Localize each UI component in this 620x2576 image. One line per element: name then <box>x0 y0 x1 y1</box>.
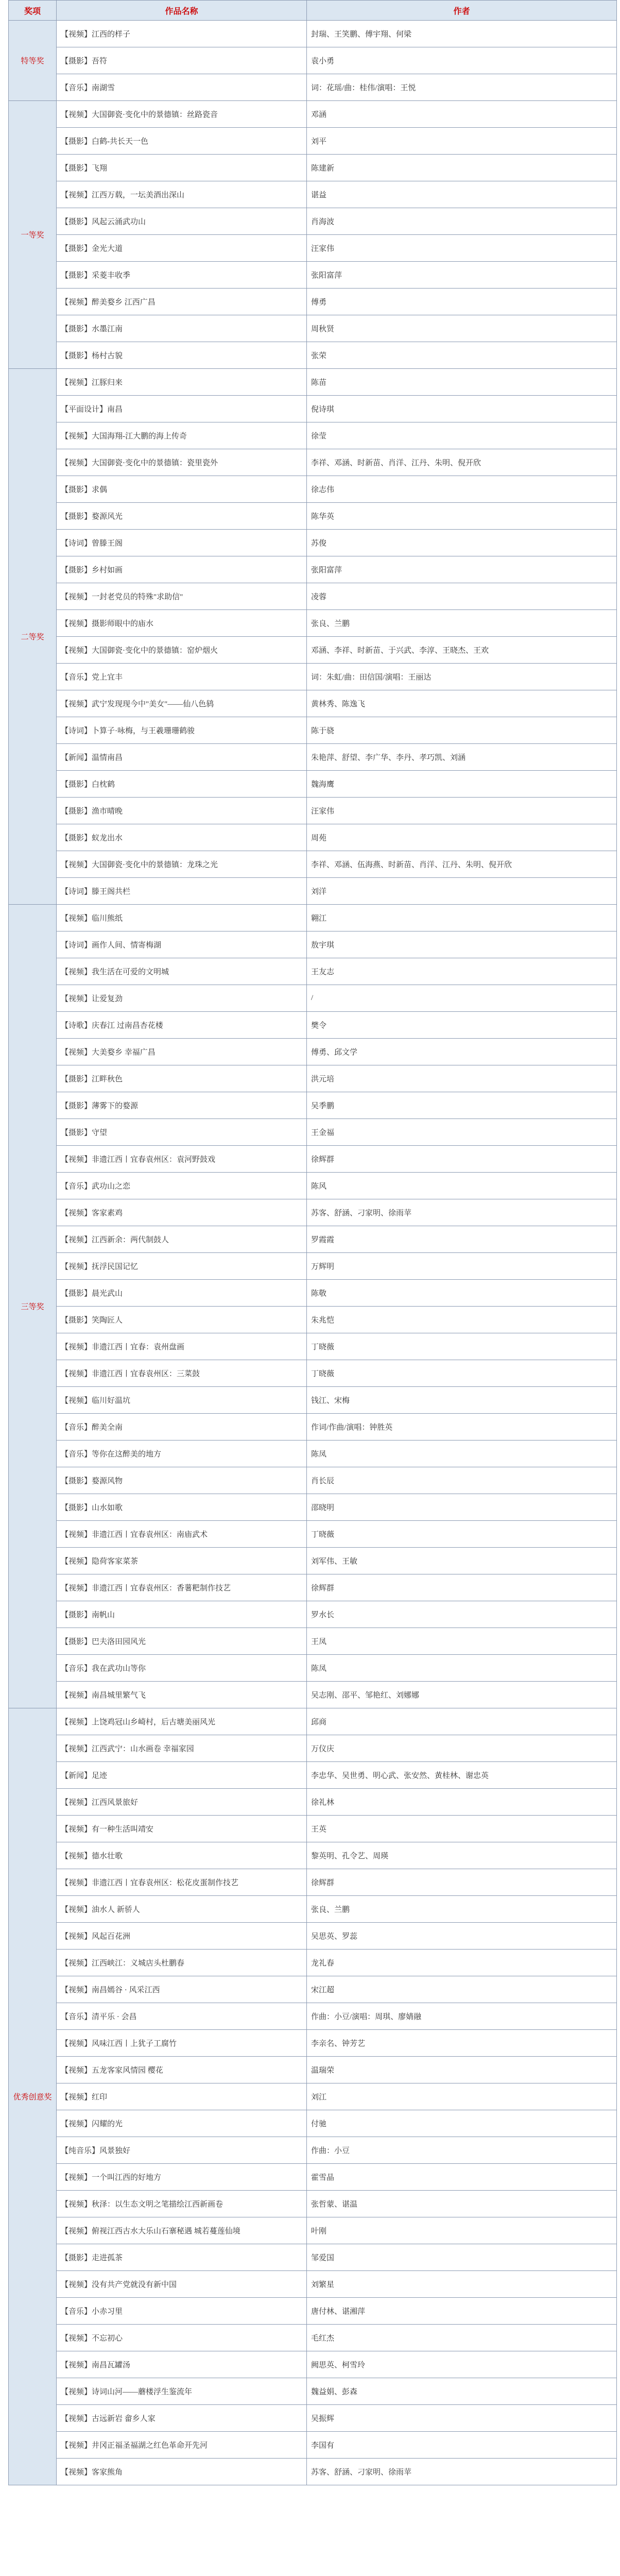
table-row <box>9 1816 617 1842</box>
author-cell: 王友志 <box>307 958 617 985</box>
table-row <box>9 958 617 985</box>
author-cell: 肖长辰 <box>307 1467 617 1494</box>
author-cell: 封瑞、王笑鹏、傅宇翔、何梁 <box>307 21 617 47</box>
table-row <box>9 1333 617 1360</box>
table-row <box>9 2432 617 2459</box>
author-cell: 词：朱虹/曲：田信国/演唱：王丽达 <box>307 664 617 690</box>
work-title-cell: 【视频】江西武宁：山水画卷 幸福家园 <box>57 1735 307 1762</box>
table-row <box>9 21 617 47</box>
table-row <box>9 1146 617 1173</box>
table-row <box>9 1467 617 1494</box>
table-row <box>9 1012 617 1039</box>
work-title-cell: 【摄影】蚁龙出水 <box>57 824 307 851</box>
header-row <box>9 1 617 21</box>
award-level-cell: 三等奖 <box>9 905 57 1708</box>
work-title-cell: 【音乐】等你在这醉美的地方 <box>57 1440 307 1467</box>
table-row <box>9 1842 617 1869</box>
work-title-cell: 【视频】江西新余：两代制鼓人 <box>57 1226 307 1253</box>
table-row <box>9 1735 617 1762</box>
author-cell: 霍雪晶 <box>307 2164 617 2191</box>
author-cell: 周秋贤 <box>307 315 617 342</box>
work-title-cell: 【新闻】温情南昌 <box>57 744 307 771</box>
work-title-cell: 【视频】红印 <box>57 2083 307 2110</box>
author-cell: 汪家伟 <box>307 798 617 824</box>
table-row <box>9 2325 617 2351</box>
work-title-cell: 【诗词】滕王阁共栏 <box>57 878 307 905</box>
work-title-cell: 【音乐】武功山之恋 <box>57 1173 307 1199</box>
work-title-cell: 【视频】隐荷客家菜茶 <box>57 1548 307 1574</box>
author-cell: 邓涵 <box>307 101 617 128</box>
author-cell: 作曲：小豆 <box>307 2137 617 2164</box>
table-row <box>9 1360 617 1387</box>
award-level-cell: 特等奖 <box>9 21 57 101</box>
table-row <box>9 1521 617 1548</box>
author-cell: 阙思英、柯雪玲 <box>307 2351 617 2378</box>
table-row <box>9 47 617 74</box>
author-cell: 万仪庆 <box>307 1735 617 1762</box>
author-cell: 唐付林、谌湘萍 <box>307 2298 617 2325</box>
table-row <box>9 1896 617 1923</box>
table-row <box>9 1708 617 1735</box>
work-title-cell: 【摄影】金光大道 <box>57 235 307 262</box>
author-cell: 王凤 <box>307 1628 617 1655</box>
table-row <box>9 2083 617 2110</box>
table-row <box>9 717 617 744</box>
table-row <box>9 262 617 289</box>
work-title-cell: 【视频】南昌瓦罐汤 <box>57 2351 307 2378</box>
work-title-cell: 【视频】闪耀的光 <box>57 2110 307 2137</box>
table-row <box>9 1548 617 1574</box>
author-cell: 刘平 <box>307 128 617 155</box>
table-row <box>9 155 617 181</box>
work-title-cell: 【摄影】渔市晴晚 <box>57 798 307 824</box>
table-row <box>9 1950 617 1976</box>
author-cell: 作曲：小豆/演唱：周琪、廖婧融 <box>307 2003 617 2030</box>
author-cell: 谌益 <box>307 181 617 208</box>
author-cell: 张荣 <box>307 342 617 369</box>
author-cell: 徐辉群 <box>307 1574 617 1601</box>
author-cell: 李祥、邓涵、伍海燕、时新苗、肖洋、江丹、朱明、倪开欣 <box>307 851 617 878</box>
table-row <box>9 1494 617 1521</box>
work-title-cell: 【摄影】白鹤-共长天一色 <box>57 128 307 155</box>
work-title-cell: 【诗歌】庆春江 过南昌杏花楼 <box>57 1012 307 1039</box>
work-title-cell: 【摄影】守望 <box>57 1119 307 1146</box>
table-row <box>9 74 617 101</box>
work-title-cell: 【摄影】江畔秋色 <box>57 1065 307 1092</box>
work-title-cell: 【摄影】走进孤茶 <box>57 2244 307 2271</box>
work-title-cell: 【视频】江豚归来 <box>57 369 307 396</box>
work-title-cell: 【视频】古远新岩 畲乡人家 <box>57 2405 307 2432</box>
work-title-cell: 【摄影】求偶 <box>57 476 307 503</box>
table-row <box>9 878 617 905</box>
author-cell: 凌蓉 <box>307 583 617 610</box>
work-title-cell: 【视频】非遗江西丨宜春袁州区：三菜鼓 <box>57 1360 307 1387</box>
work-title-cell: 【视频】抚浮民国记忆 <box>57 1253 307 1280</box>
table-row <box>9 1440 617 1467</box>
work-title-cell: 【纯音乐】风景独好 <box>57 2137 307 2164</box>
award-level-cell: 一等奖 <box>9 101 57 369</box>
author-cell: 汪家伟 <box>307 235 617 262</box>
author-cell: 王英 <box>307 1816 617 1842</box>
table-row <box>9 1869 617 1896</box>
work-title-cell: 【视频】醉美婺乡 江西广昌 <box>57 289 307 315</box>
author-cell: 徐辉群 <box>307 1146 617 1173</box>
work-title-cell: 【视频】摄影师眼中的庙水 <box>57 610 307 637</box>
work-title-cell: 【视频】南昌城里繁气飞 <box>57 1682 307 1708</box>
author-cell: 朱兆恺 <box>307 1307 617 1333</box>
work-title-cell: 【视频】临川好温坑 <box>57 1387 307 1414</box>
author-cell: 刘军伟、王敏 <box>307 1548 617 1574</box>
work-title-cell: 【视频】江西的样子 <box>57 21 307 47</box>
author-cell: 叶刚 <box>307 2217 617 2244</box>
author-cell: 朱艳萍、舒望、李广华、李丹、孝巧凯、刘涵 <box>307 744 617 771</box>
table-row <box>9 2459 617 2485</box>
table-row <box>9 744 617 771</box>
author-cell: 陈凤 <box>307 1440 617 1467</box>
author-cell: 邱商 <box>307 1708 617 1735</box>
work-title-cell: 【视频】风味江西丨上犹子工腐竹 <box>57 2030 307 2057</box>
table-row <box>9 449 617 476</box>
work-title-cell: 【摄影】风起云涌武功山 <box>57 208 307 235</box>
work-title-cell: 【诗词】曾滕王阁 <box>57 530 307 556</box>
work-title-cell: 【摄影】婺源风光 <box>57 503 307 530</box>
work-title-cell: 【视频】井冈正福圣福湖之红色革命开先河 <box>57 2432 307 2459</box>
work-title-cell: 【视频】客家素鸡 <box>57 1199 307 1226</box>
table-row <box>9 1387 617 1414</box>
table-row <box>9 1923 617 1950</box>
author-cell: 陈敬 <box>307 1280 617 1307</box>
author-cell: 陈风 <box>307 1173 617 1199</box>
work-title-cell: 【视频】非遗江西丨宜春袁州区：南庙武术 <box>57 1521 307 1548</box>
work-title-cell: 【视频】大国御瓷·变化中的景德镇：龙珠之光 <box>57 851 307 878</box>
work-title-cell: 【诗词】卜算子·咏梅，与王羲珊珊鹤骏 <box>57 717 307 744</box>
table-row <box>9 181 617 208</box>
author-cell: 苏俊 <box>307 530 617 556</box>
table-row <box>9 798 617 824</box>
table-row <box>9 2030 617 2057</box>
award-level-cell: 优秀创意奖 <box>9 1708 57 2485</box>
author-cell: 肖海波 <box>307 208 617 235</box>
author-cell: 吴振辉 <box>307 2405 617 2432</box>
work-title-cell: 【音乐】党上宜丰 <box>57 664 307 690</box>
header-author: 作者 <box>307 1 617 21</box>
table-row <box>9 422 617 449</box>
table-row <box>9 1762 617 1789</box>
table-row <box>9 771 617 798</box>
author-cell: 刘洋 <box>307 878 617 905</box>
table-row <box>9 637 617 664</box>
table-row <box>9 556 617 583</box>
table-row <box>9 235 617 262</box>
table-row <box>9 2110 617 2137</box>
work-title-cell: 【视频】临川熊纸 <box>57 905 307 931</box>
author-cell: 作词/作曲/演唱：钟胜英 <box>307 1414 617 1440</box>
work-title-cell: 【摄影】杨村古貌 <box>57 342 307 369</box>
author-cell: 徐礼林 <box>307 1789 617 1816</box>
work-title-cell: 【视频】五龙客家风情园 樱花 <box>57 2057 307 2083</box>
author-cell: 傅勇 <box>307 289 617 315</box>
work-title-cell: 【摄影】吾符 <box>57 47 307 74</box>
author-cell: 温瑞荣 <box>307 2057 617 2083</box>
work-title-cell: 【摄影】晨光武山 <box>57 1280 307 1307</box>
table-row <box>9 2351 617 2378</box>
work-title-cell: 【摄影】巴夫洛田园风光 <box>57 1628 307 1655</box>
author-cell: 陈建新 <box>307 155 617 181</box>
work-title-cell: 【音乐】南湖雪 <box>57 74 307 101</box>
table-row <box>9 1173 617 1199</box>
table-row <box>9 342 617 369</box>
author-cell: 罗水长 <box>307 1601 617 1628</box>
table-row <box>9 2137 617 2164</box>
table-row <box>9 824 617 851</box>
work-title-cell: 【视频】非遗江西丨宜春袁州区：香薯粑制作技艺 <box>57 1574 307 1601</box>
table-row <box>9 2298 617 2325</box>
table-row <box>9 1682 617 1708</box>
author-cell: 邵晓明 <box>307 1494 617 1521</box>
author-cell: 刘繁星 <box>307 2271 617 2298</box>
work-title-cell: 【摄影】乡村如画 <box>57 556 307 583</box>
table-row <box>9 2271 617 2298</box>
work-title-cell: 【摄影】采菱丰收季 <box>57 262 307 289</box>
work-title-cell: 【视频】江西峡江：义城店头杜鹏春 <box>57 1950 307 1976</box>
work-title-cell: 【音乐】清平乐 · 会昌 <box>57 2003 307 2030</box>
table-row <box>9 2217 617 2244</box>
work-title-cell: 【摄影】南帆山 <box>57 1601 307 1628</box>
table-row <box>9 2191 617 2217</box>
author-cell: 徐志伟 <box>307 476 617 503</box>
table-row <box>9 1199 617 1226</box>
work-title-cell: 【音乐】醉美全南 <box>57 1414 307 1440</box>
table-row <box>9 1414 617 1440</box>
author-cell: 袁小勇 <box>307 47 617 74</box>
table-row <box>9 1574 617 1601</box>
author-cell: 张良、兰鹏 <box>307 1896 617 1923</box>
author-cell: 李国有 <box>307 2432 617 2459</box>
author-cell: 徐辉群 <box>307 1869 617 1896</box>
author-cell: 樊令 <box>307 1012 617 1039</box>
work-title-cell: 【摄影】婺源风物 <box>57 1467 307 1494</box>
table-row <box>9 208 617 235</box>
work-title-cell: 【视频】江西万载，一坛美酒出深山 <box>57 181 307 208</box>
author-cell: 刘江 <box>307 2083 617 2110</box>
author-cell: 吴志刚、邵平、邹艳红、刘娜娜 <box>307 1682 617 1708</box>
author-cell: 邹爱国 <box>307 2244 617 2271</box>
author-cell: 陈凤 <box>307 1655 617 1682</box>
author-cell: 徐莹 <box>307 422 617 449</box>
table-row <box>9 503 617 530</box>
table-row <box>9 610 617 637</box>
author-cell: / <box>307 985 617 1012</box>
author-cell: 傅勇、邱文学 <box>307 1039 617 1065</box>
author-cell: 敖宇琪 <box>307 931 617 958</box>
table-row <box>9 1253 617 1280</box>
work-title-cell: 【视频】一个叫江西的好地方 <box>57 2164 307 2191</box>
author-cell: 丁晓薇 <box>307 1333 617 1360</box>
table-row <box>9 690 617 717</box>
table-row <box>9 1307 617 1333</box>
table-row <box>9 985 617 1012</box>
work-title-cell: 【视频】秋泽：以生态文明之笔描绘江西新画卷 <box>57 2191 307 2217</box>
author-cell: 李祥、邓涵、时新苗、肖洋、江丹、朱明、倪开欣 <box>307 449 617 476</box>
table-row <box>9 2003 617 2030</box>
author-cell: 陈苗 <box>307 369 617 396</box>
author-cell: 陈于骁 <box>307 717 617 744</box>
table-row <box>9 315 617 342</box>
work-title-cell: 【视频】俯视江西古水大乐山石寨秘遇 城若蔓莲仙境 <box>57 2217 307 2244</box>
work-title-cell: 【视频】没有共产党就没有新中国 <box>57 2271 307 2298</box>
author-cell: 词：花瑶/曲：桂伟/演唱：王悦 <box>307 74 617 101</box>
table-row <box>9 931 617 958</box>
work-title-cell: 【音乐】小赤习里 <box>57 2298 307 2325</box>
header-level: 奖项 <box>9 1 57 21</box>
work-title-cell: 【摄影】薄雾下的婺源 <box>57 1092 307 1119</box>
work-title-cell: 【摄影】笑陶匠人 <box>57 1307 307 1333</box>
table-row <box>9 530 617 556</box>
author-cell: 丁晓薇 <box>307 1521 617 1548</box>
table-row <box>9 476 617 503</box>
table-row <box>9 2057 617 2083</box>
author-cell: 钱江、宋梅 <box>307 1387 617 1414</box>
table-row <box>9 851 617 878</box>
work-title-cell: 【视频】风起百花洲 <box>57 1923 307 1950</box>
table-row <box>9 2405 617 2432</box>
author-cell: 洪元培 <box>307 1065 617 1092</box>
table-row <box>9 1655 617 1682</box>
author-cell: 张哲蒙、谌温 <box>307 2191 617 2217</box>
author-cell: 付驰 <box>307 2110 617 2137</box>
author-cell: 苏客、舒涵、刁家明、徐雨苹 <box>307 1199 617 1226</box>
work-title-cell: 【诗词】画作人间、情寄梅湖 <box>57 931 307 958</box>
author-cell: 倪诗琪 <box>307 396 617 422</box>
table-row <box>9 1976 617 2003</box>
awards-table <box>8 0 617 2485</box>
author-cell: 吴思英、罗蕊 <box>307 1923 617 1950</box>
work-title-cell: 【视频】非遗江西丨宜春袁州区：袁河野鼓戏 <box>57 1146 307 1173</box>
table-row <box>9 1065 617 1092</box>
table-row <box>9 2164 617 2191</box>
work-title-cell: 【视频】大国御瓷·变化中的景德镇：瓷里瓷外 <box>57 449 307 476</box>
work-title-cell: 【平面设计】南昌 <box>57 396 307 422</box>
table-row <box>9 2244 617 2271</box>
table-row <box>9 905 617 931</box>
work-title-cell: 【视频】大国御瓷·变化中的景德镇：丝路瓷音 <box>57 101 307 128</box>
author-cell: 邓涵、李祥、时新苗、于兴武、李淳、王晓杰、王欢 <box>307 637 617 664</box>
awards-body <box>9 21 617 2485</box>
work-title-cell: 【视频】一封老党员的特殊"求助信" <box>57 583 307 610</box>
table-row <box>9 289 617 315</box>
table-row <box>9 583 617 610</box>
work-title-cell: 【新闻】足迹 <box>57 1762 307 1789</box>
work-title-cell: 【视频】非遗江西丨宜春袁州区：松花皮蛋制作技艺 <box>57 1869 307 1896</box>
work-title-cell: 【视频】油水人 新骄人 <box>57 1896 307 1923</box>
work-title-cell: 【视频】上饶鸡冠山乡崎村，后古塘美丽风光 <box>57 1708 307 1735</box>
author-cell: 罗霞霞 <box>307 1226 617 1253</box>
table-row <box>9 1039 617 1065</box>
author-cell: 龙礼春 <box>307 1950 617 1976</box>
work-title-cell: 【视频】非遗江西丨宜春：袁州盘画 <box>57 1333 307 1360</box>
work-title-cell: 【摄影】白枕鹤 <box>57 771 307 798</box>
author-cell: 苏客、舒涵、刁家明、徐雨苹 <box>307 2459 617 2485</box>
author-cell: 宋江超 <box>307 1976 617 2003</box>
work-title-cell: 【视频】我生活在可爱的文明城 <box>57 958 307 985</box>
author-cell: 周苑 <box>307 824 617 851</box>
work-title-cell: 【视频】武宁发现现今中"美女"——仙八色鸫 <box>57 690 307 717</box>
author-cell: 丁晓薇 <box>307 1360 617 1387</box>
table-row <box>9 1628 617 1655</box>
work-title-cell: 【摄影】山水如歌 <box>57 1494 307 1521</box>
work-title-cell: 【音乐】我在武功山等你 <box>57 1655 307 1682</box>
author-cell: 万辉明 <box>307 1253 617 1280</box>
author-cell: 黄林秀、陈逸飞 <box>307 690 617 717</box>
table-row <box>9 1601 617 1628</box>
author-cell: 魏海鹰 <box>307 771 617 798</box>
table-row <box>9 369 617 396</box>
author-cell: 李忠华、吴世勇、明心武、张安然、黄桂林、谢忠英 <box>307 1762 617 1789</box>
work-title-cell: 【视频】有一种生活叫靖安 <box>57 1816 307 1842</box>
author-cell: 张良、兰鹏 <box>307 610 617 637</box>
table-row <box>9 1226 617 1253</box>
author-cell: 翱江 <box>307 905 617 931</box>
work-title-cell: 【视频】江西风景旅好 <box>57 1789 307 1816</box>
table-row <box>9 1280 617 1307</box>
author-cell: 陈华英 <box>307 503 617 530</box>
work-title-cell: 【视频】诗词山河——蘑楼浮生鉴流年 <box>57 2378 307 2405</box>
table-row <box>9 396 617 422</box>
author-cell: 毛红杰 <box>307 2325 617 2351</box>
author-cell: 王金福 <box>307 1119 617 1146</box>
work-title-cell: 【视频】南昌嫣谷 · 风采江西 <box>57 1976 307 2003</box>
author-cell: 魏益娟、彭森 <box>307 2378 617 2405</box>
table-row <box>9 101 617 128</box>
table-row <box>9 1092 617 1119</box>
work-title-cell: 【摄影】水墨江南 <box>57 315 307 342</box>
author-cell: 黎英明、孔令艺、周瑛 <box>307 1842 617 1869</box>
work-title-cell: 【视频】大国海翔-江大鹏的海上传奇 <box>57 422 307 449</box>
work-title-cell: 【视频】大国御瓷·变化中的景德镇：窑炉烟火 <box>57 637 307 664</box>
work-title-cell: 【摄影】飞翔 <box>57 155 307 181</box>
award-level-cell: 二等奖 <box>9 369 57 905</box>
work-title-cell: 【视频】让爱复劲 <box>57 985 307 1012</box>
work-title-cell: 【视频】客家熊角 <box>57 2459 307 2485</box>
table-row <box>9 1119 617 1146</box>
table-row <box>9 664 617 690</box>
author-cell: 张阳富萍 <box>307 556 617 583</box>
header-work: 作品名称 <box>57 1 307 21</box>
work-title-cell: 【视频】德水壮歌 <box>57 1842 307 1869</box>
author-cell: 吴季鹏 <box>307 1092 617 1119</box>
work-title-cell: 【视频】大美婺乡 幸福广昌 <box>57 1039 307 1065</box>
author-cell: 张阳富萍 <box>307 262 617 289</box>
work-title-cell: 【视频】不忘初心 <box>57 2325 307 2351</box>
author-cell: 李亲名、钟芳艺 <box>307 2030 617 2057</box>
table-row <box>9 2378 617 2405</box>
table-row <box>9 1789 617 1816</box>
table-row <box>9 128 617 155</box>
